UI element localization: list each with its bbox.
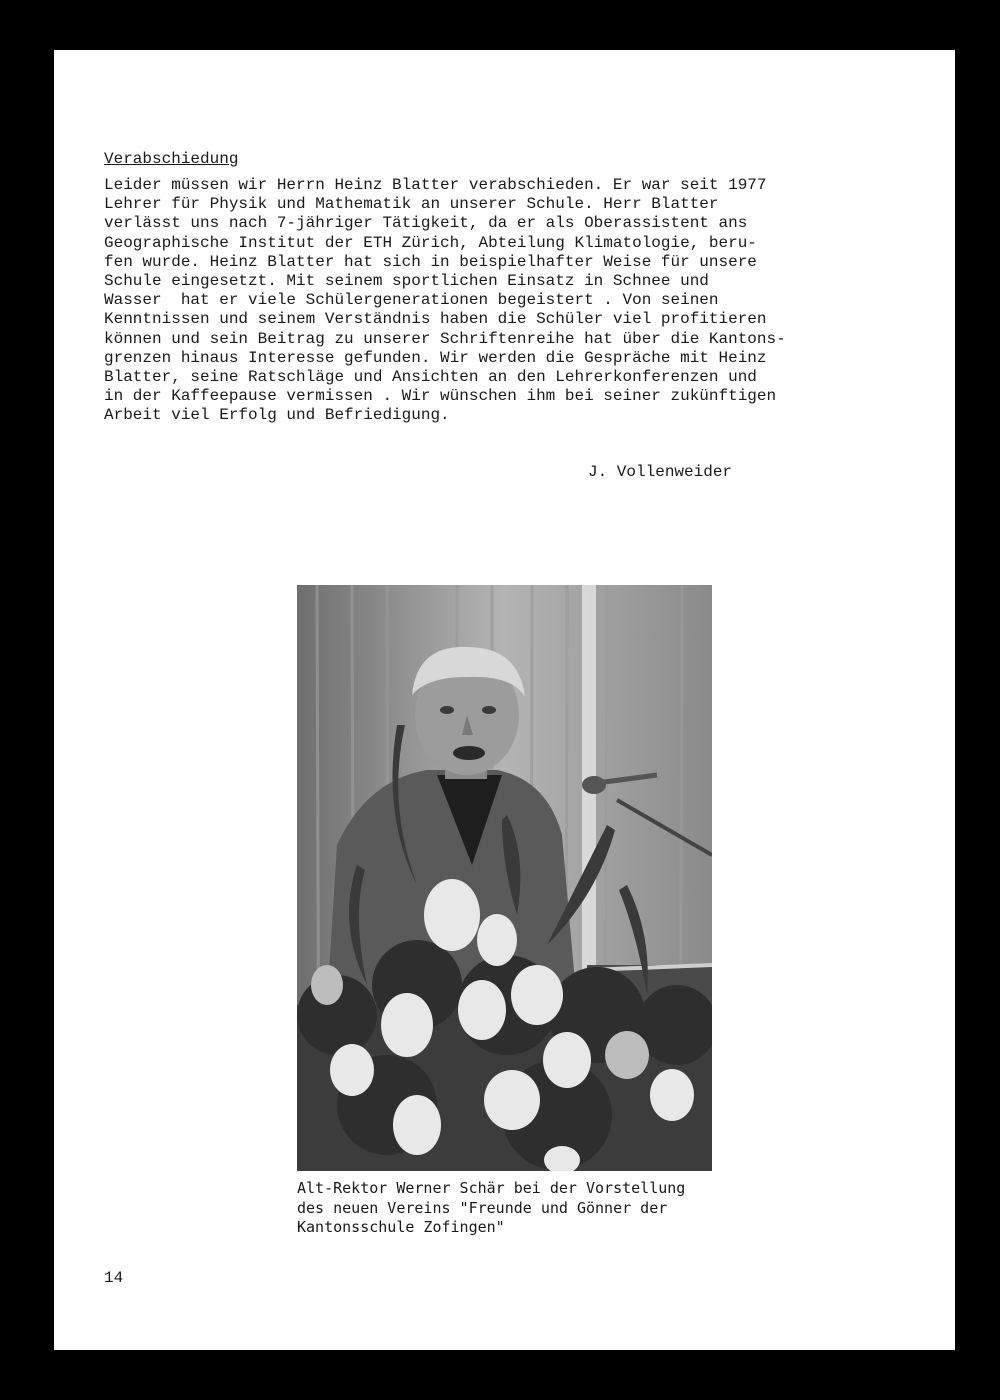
- page-number: 14: [104, 1269, 124, 1287]
- body-line: können und sein Beitrag zu unserer Schriftenreihe hat über die Kantons-: [104, 329, 786, 348]
- body-line: grenzen hinaus Interesse gefunden. Wir werden die Gespräche mit Heinz: [104, 348, 767, 367]
- body-line: in der Kaffeepause vermissen . Wir wünschen ihm bei seiner zukünftigen: [104, 387, 777, 406]
- body-line: Lehrer für Physik und Mathematik an unserer Schule. Herr Blatter: [104, 195, 719, 214]
- speaker-photo: [297, 585, 712, 1171]
- body-line: Wasser hat er viele Schülergenerationen begeistert . Von seinen: [104, 291, 719, 310]
- document-page: [54, 50, 955, 1350]
- photo-illustration: [297, 585, 712, 1171]
- body-line: Kenntnissen und seinem Verständnis haben die Schüler viel profitieren: [104, 310, 767, 329]
- body-line: Arbeit viel Erfolg und Befriedigung.: [104, 406, 450, 425]
- author-signature: J. Vollenweider: [588, 463, 733, 481]
- body-line: Schule eingesetzt. Mit seinem sportlichen Einsatz in Schnee und: [104, 272, 709, 291]
- caption-line: Kantonsschule Zofingen": [297, 1218, 505, 1236]
- body-line: Blatter, seine Ratschläge und Ansichten an den Lehrerkonferenzen und: [104, 368, 757, 387]
- body-line: verlässt uns nach 7-jähriger Tätigkeit, da er als Oberassistent ans: [104, 214, 748, 233]
- photo-caption: [297, 1179, 727, 1238]
- body-line: Leider müssen wir Herrn Heinz Blatter verabschieden. Er war seit 1977: [104, 176, 767, 194]
- body-line: fen wurde. Heinz Blatter hat sich in beispielhafter Weise für unsere: [104, 252, 757, 271]
- caption-line: des neuen Vereins "Freunde und Gönner der: [297, 1198, 668, 1217]
- article-body: [104, 176, 934, 426]
- body-line: Geographische Institut der ETH Zürich, Abteilung Klimatologie, beru-: [104, 233, 757, 252]
- article-heading: Verabschiedung: [104, 150, 239, 168]
- caption-line: Alt-Rektor Werner Schär bei der Vorstellung: [297, 1179, 686, 1197]
